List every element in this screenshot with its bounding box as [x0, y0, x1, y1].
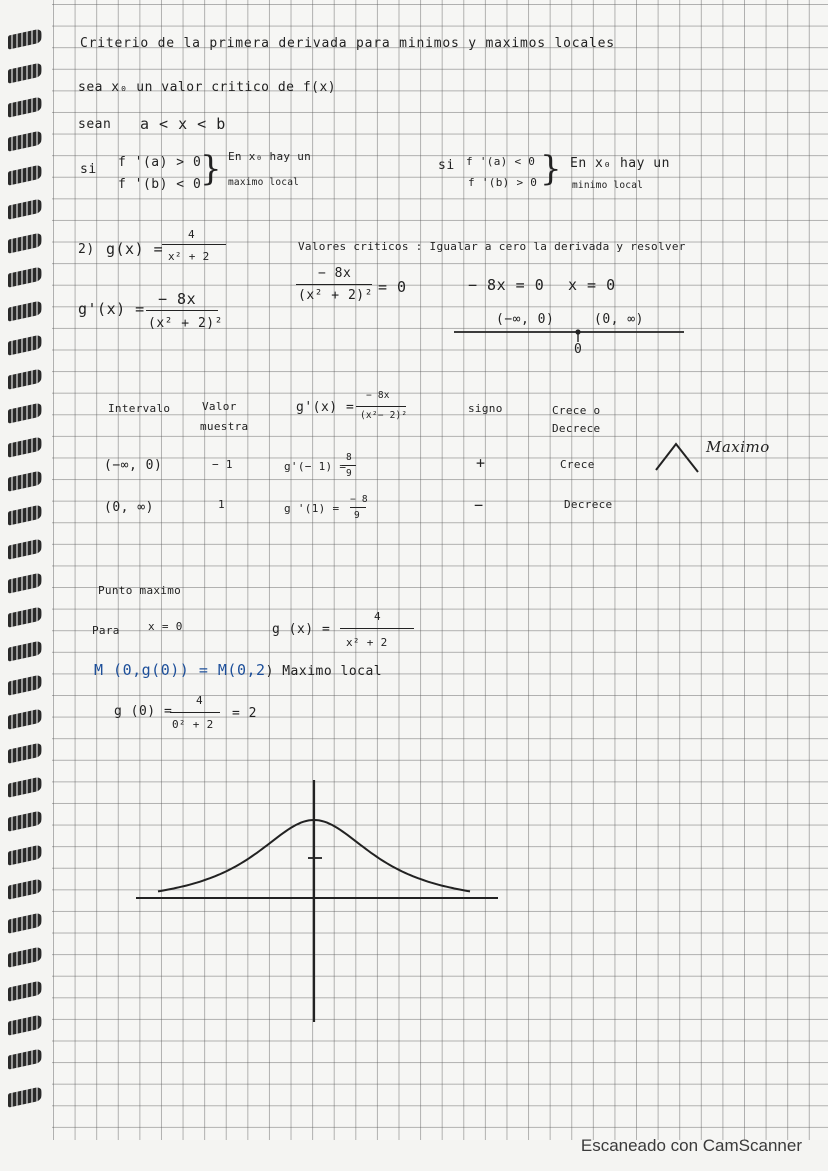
fraction-bar [342, 465, 356, 466]
spiral-coil [8, 96, 42, 117]
g0-denominator: 0² + 2 [172, 718, 214, 731]
spiral-coil [8, 130, 42, 151]
scan-watermark: Escaneado con CamScanner [580, 1136, 802, 1155]
eq-rhs: = 0 [378, 278, 407, 296]
eq-denominator: (x² + 2)² [298, 288, 373, 303]
rule-min-cond1: f '(a) < 0 [466, 155, 536, 168]
table-row-2-deriv-lhs: g '(1) = [284, 502, 340, 515]
fraction-bar [356, 406, 406, 407]
max-g-denominator: x² + 2 [346, 636, 388, 649]
number-line [454, 326, 686, 366]
spiral-coil [8, 28, 42, 49]
table-row-1-deriv-den: 9 [346, 468, 352, 479]
sean-label: sean [78, 117, 112, 132]
spiral-coil [8, 742, 42, 763]
numline-zero: 0 [574, 342, 583, 357]
table-header-behavior-b: Decrece [552, 422, 601, 435]
table-row-1-interval: (−∞, 0) [104, 458, 163, 473]
fraction-bar [296, 284, 372, 285]
table-header-behavior-a: Crece o [552, 404, 601, 417]
spiral-coil [8, 776, 42, 797]
para-label: Para [92, 624, 120, 637]
rule-max-si: si [80, 162, 97, 177]
table-row-1-deriv-num: 8 [346, 452, 352, 463]
rule-min-result-b: minimo local [572, 180, 644, 191]
spiral-coil [8, 470, 42, 491]
table-row-1-sample: − 1 [212, 458, 233, 471]
rule-min-result-a: En x₀ hay un [570, 156, 670, 171]
rule-min-cond2: f '(b) > 0 [468, 176, 538, 189]
max-point-heading: Punto maximo [98, 584, 182, 597]
fraction-bar [170, 712, 220, 713]
table-header-deriv-lhs: g'(x) = [296, 400, 355, 415]
table-header-deriv-num: − 8x [366, 390, 390, 401]
g-prime-denominator: (x² + 2)² [148, 316, 223, 331]
rule-max-result-a: En x₀ hay un [228, 150, 312, 163]
spiral-coil [8, 538, 42, 559]
spiral-coil [8, 810, 42, 831]
interval-inequality: a < x < b [140, 115, 226, 133]
g-numerator: 4 [188, 228, 195, 241]
table-header-interval: Intervalo [108, 402, 171, 415]
spiral-coil [8, 946, 42, 967]
table-row-2-deriv-num: − 8 [350, 494, 368, 505]
critical-values-heading: Valores criticos : Igualar a cero la derivada y resolver [298, 240, 686, 253]
spiral-coil [8, 164, 42, 185]
g-denominator: x² + 2 [168, 250, 210, 263]
spiral-coil [8, 844, 42, 865]
brace-icon: } [200, 149, 222, 189]
g0-numerator: 4 [196, 694, 203, 707]
spiral-coil [8, 402, 42, 423]
spiral-coil [8, 912, 42, 933]
bracket-icon: } [540, 149, 562, 189]
max-shape-label: Maximo [706, 438, 770, 456]
table-row-2-behavior: Decrece [564, 498, 613, 511]
eq-numerator: − 8x [318, 266, 352, 281]
fraction-bar [162, 244, 226, 245]
spiral-coil [8, 606, 42, 627]
table-header-sample-b: muestra [200, 420, 249, 433]
bell-curve-sketch [130, 770, 510, 1030]
m-prefix: M (0, [94, 661, 142, 679]
rule-max-result-b: maximo local [228, 177, 300, 188]
fraction-bar [350, 507, 366, 508]
rule-min-si: si [438, 158, 455, 173]
table-row-1-deriv-lhs: g'(− 1) = [284, 460, 347, 473]
spiral-coil [8, 504, 42, 525]
table-row-2-interval: (0, ∞) [104, 500, 154, 515]
spiral-coil [8, 368, 42, 389]
spiral-coil [8, 266, 42, 287]
g0-lhs: g (0) = [114, 704, 173, 719]
spiral-coil [8, 1048, 42, 1069]
critical-value-line: sea x₀ un valor critico de f(x) [78, 80, 337, 95]
table-row-1-behavior: Crece [560, 458, 595, 471]
spiral-coil [8, 62, 42, 83]
solve-step-2: x = 0 [568, 276, 616, 294]
spiral-coil [8, 436, 42, 457]
m-value: 2 [256, 661, 266, 679]
spiral-coil [8, 674, 42, 695]
g-prime-lhs: g'(x) = [78, 300, 145, 318]
spiral-coil [8, 300, 42, 321]
rule-max-cond2: f '(b) < 0 [118, 177, 202, 192]
table-header-deriv-den: (x²− 2)² [360, 410, 408, 421]
fraction-bar [340, 628, 414, 629]
solve-step-1: − 8x = 0 [468, 276, 545, 294]
spiral-coil [8, 1086, 42, 1107]
table-header-sign: signo [468, 402, 503, 415]
spiral-coil [8, 334, 42, 355]
m-suffix: ) Maximo local [265, 664, 383, 679]
table-row-2-sign: − [474, 496, 484, 514]
max-point-line [94, 660, 382, 679]
m-gcall: g(0) [141, 661, 180, 679]
problem-number: 2) [78, 242, 95, 257]
spiral-coil [8, 708, 42, 729]
g-prime-numerator: − 8x [158, 290, 197, 308]
spiral-coil [8, 572, 42, 593]
max-g-lhs: g (x) = [272, 622, 331, 637]
spiral-coil [8, 198, 42, 219]
x-equals-zero: x = 0 [148, 620, 183, 633]
g0-rhs: = 2 [232, 706, 257, 721]
max-g-numerator: 4 [374, 610, 381, 623]
table-row-2-deriv-den: 9 [354, 510, 360, 521]
m-mid: ) = M(0, [179, 661, 257, 679]
table-row-2-sample: 1 [218, 498, 225, 511]
rule-max-cond1: f '(a) > 0 [118, 155, 202, 170]
spiral-binding [0, 0, 52, 1140]
fraction-bar [146, 310, 218, 311]
spiral-coil [8, 878, 42, 899]
max-shape-sketch [652, 440, 704, 474]
page-title: Criterio de la primera derivada para minimos y maximos locales [80, 36, 615, 51]
g-lhs: g(x) = [106, 240, 164, 258]
spiral-coil [8, 1014, 42, 1035]
spiral-coil [8, 980, 42, 1001]
numline-right-interval: (0, ∞) [594, 312, 644, 327]
spiral-coil [8, 640, 42, 661]
spiral-coil [8, 232, 42, 253]
numline-left-interval: (−∞, 0) [496, 312, 555, 327]
table-row-1-sign: + [476, 454, 486, 472]
table-header-sample-a: Valor [202, 400, 237, 413]
